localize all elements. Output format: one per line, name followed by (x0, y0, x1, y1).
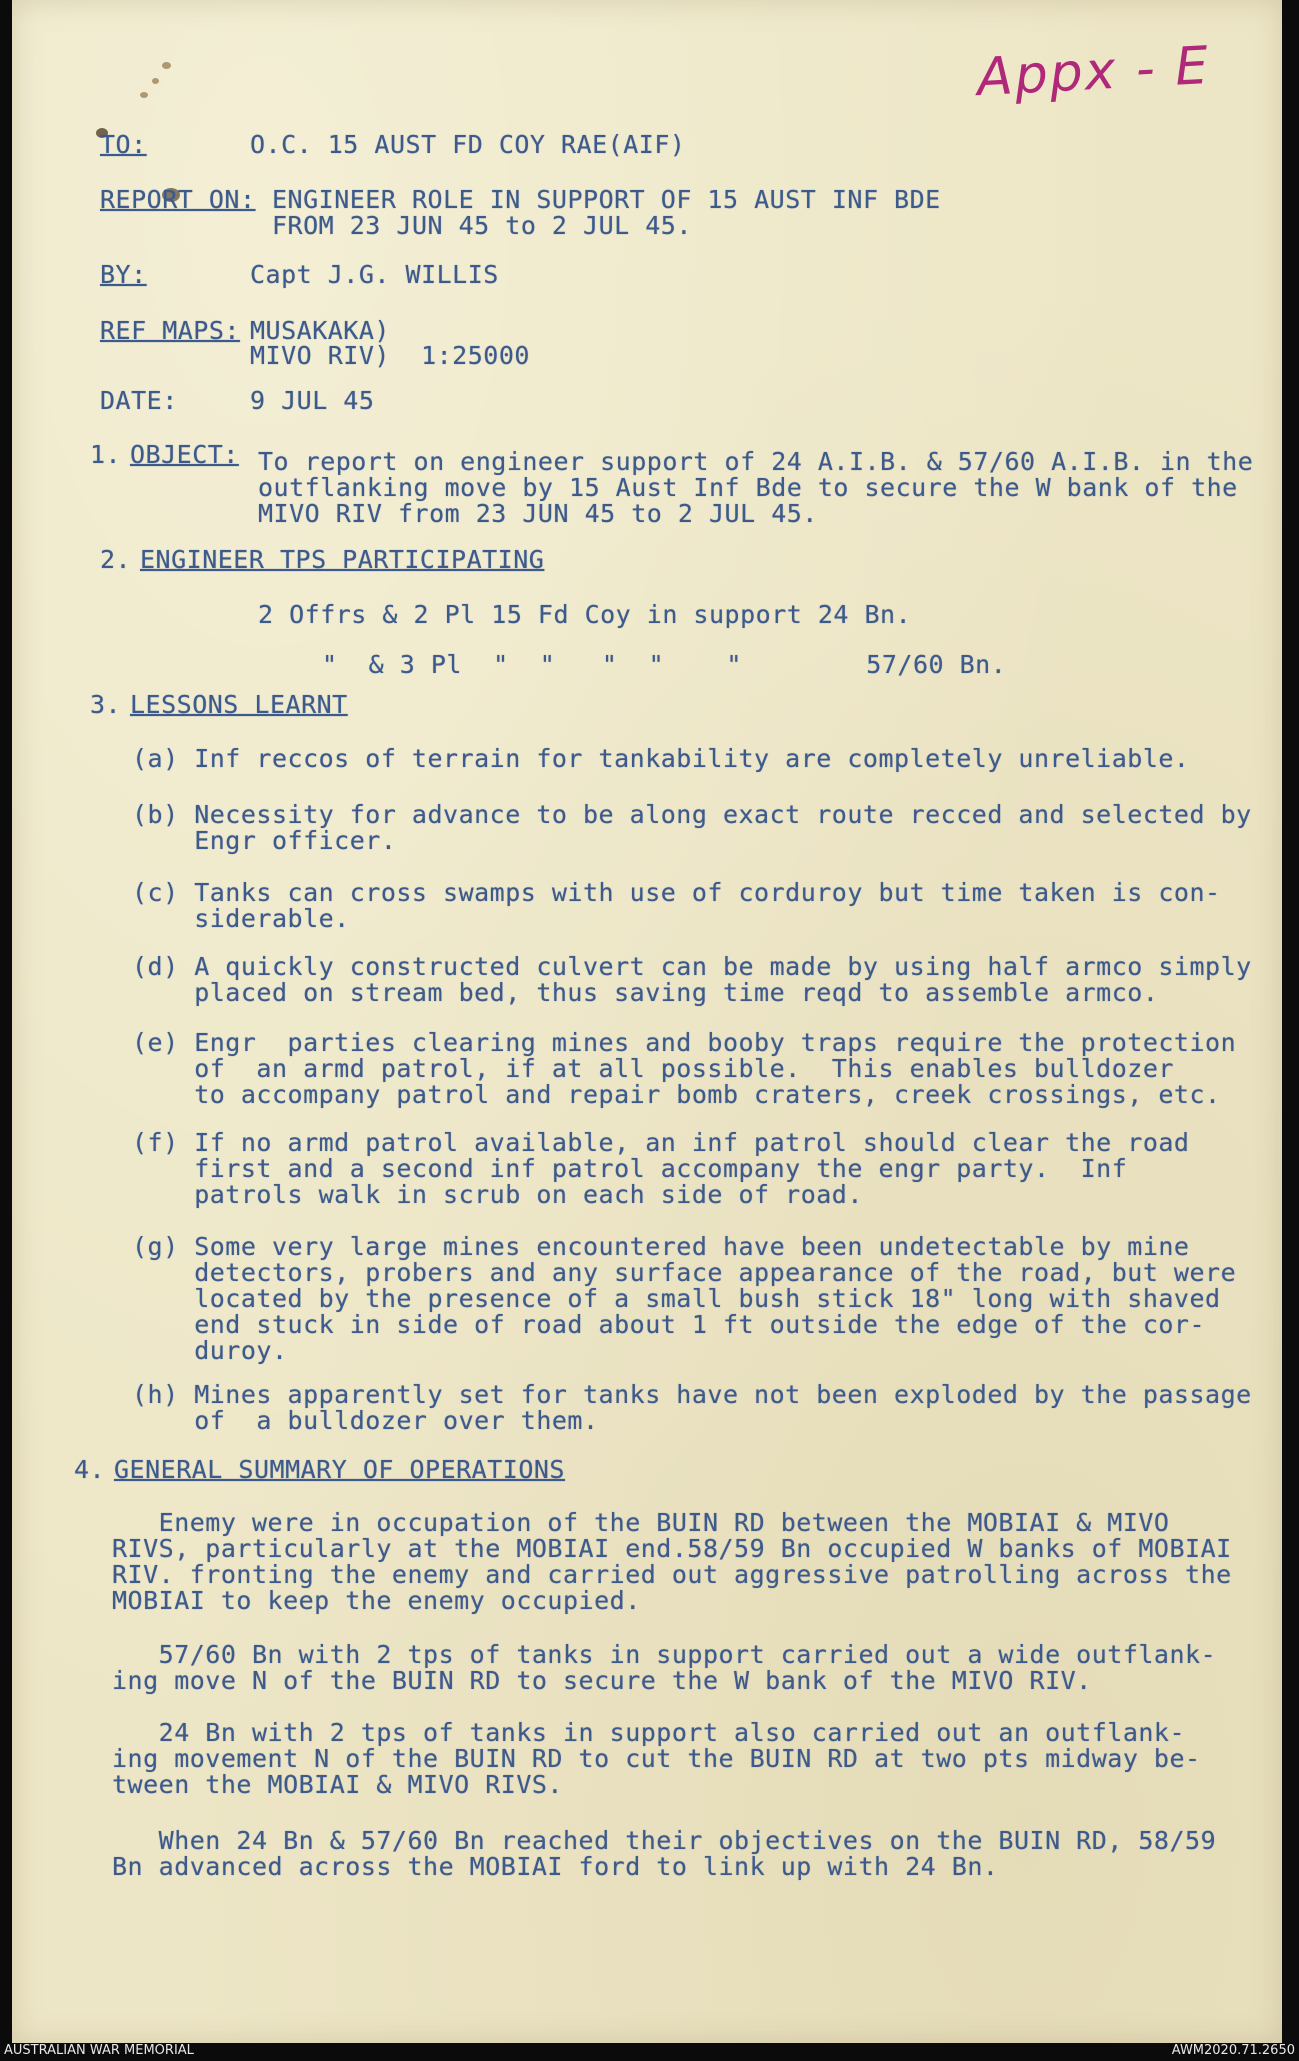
lesson-g-line-2: detectors, probers and any surface appearance of the road, but were (132, 1258, 1237, 1287)
footer-accession-right: AWM2020.71.2650 (1171, 2043, 1295, 2058)
by-label: BY: (100, 260, 147, 289)
date-value: 9 JUL 45 (250, 386, 375, 415)
appendix-annotation: Appx - E (975, 35, 1212, 109)
stain-mark (152, 78, 159, 84)
lesson-c-line-2: siderable. (132, 904, 350, 933)
stain-mark (140, 92, 148, 98)
lesson-e-line-3: to accompany patrol and repair bomb craters, creek crossings, etc. (132, 1080, 1221, 1109)
by-value: Capt J.G. WILLIS (250, 260, 499, 289)
lesson-f-line-3: patrols walk in scrub on each side of road. (132, 1180, 863, 1209)
report-on-label: REPORT ON: (100, 185, 256, 214)
lesson-b-line-2: Engr officer. (132, 826, 397, 855)
lesson-d-line-1: (d) A quickly constructed culvert can be made by using half armco simply (132, 952, 1252, 981)
lesson-f-line-2: first and a second inf patrol accompany the engr party. Inf (132, 1154, 1128, 1183)
section-1-title: OBJECT: (130, 440, 239, 469)
section-1-line-3: MIVO RIV from 23 JUN 45 to 2 JUL 45. (258, 499, 818, 528)
lesson-c-line-1: (c) Tanks can cross swamps with use of corduroy but time taken is con- (132, 878, 1221, 907)
lesson-f-line-1: (f) If no armd patrol available, an inf patrol should clear the road (132, 1128, 1190, 1157)
section-3-number: 3. (90, 690, 122, 719)
section-4-number: 4. (74, 1455, 106, 1484)
footer-source-left: AUSTRALIAN WAR MEMORIAL (4, 2043, 194, 2058)
summary-p3-line-2: ing movement N of the BUIN RD to cut the BUIN RD at two pts midway be- (112, 1744, 1201, 1773)
section-3-title: LESSONS LEARNT (130, 690, 348, 719)
to-label: TO: (100, 130, 147, 159)
lesson-h-line-2: of a bulldozer over them. (132, 1406, 599, 1435)
lesson-e-line-1: (e) Engr parties clearing mines and booby traps require the protection (132, 1028, 1237, 1057)
section-4-title: GENERAL SUMMARY OF OPERATIONS (114, 1455, 565, 1484)
summary-p1-line-1: Enemy were in occupation of the BUIN RD between the MOBIAI & MIVO (112, 1508, 1170, 1537)
lesson-h-line-1: (h) Mines apparently set for tanks have not been exploded by the passage (132, 1380, 1252, 1409)
section-2-title: ENGINEER TPS PARTICIPATING (140, 545, 545, 574)
stain-mark (162, 62, 171, 69)
section-2-line-2: " & 3 Pl " " " " " 57/60 Bn. (322, 650, 1007, 679)
summary-p1-line-4: MOBIAI to keep the enemy occupied. (112, 1586, 641, 1615)
section-2-number: 2. (100, 545, 132, 574)
lesson-e-line-2: of an armd patrol, if at all possible. This enables bulldozer (132, 1054, 1174, 1083)
summary-p1-line-3: RIV. fronting the enemy and carried out aggressive patrolling across the (112, 1560, 1232, 1589)
lesson-g-line-1: (g) Some very large mines encountered have been undetectable by mine (132, 1232, 1190, 1261)
summary-p4-line-2: Bn advanced across the MOBIAI ford to link up with 24 Bn. (112, 1852, 999, 1881)
section-1-line-2: outflanking move by 15 Aust Inf Bde to secure the W bank of the (258, 473, 1238, 502)
document-page (12, 0, 1282, 2043)
summary-p2-line-2: ing move N of the BUIN RD to secure the W bank of the MIVO RIV. (112, 1666, 1092, 1695)
summary-p2-line-1: 57/60 Bn with 2 tps of tanks in support carried out a wide outflank- (112, 1640, 1217, 1669)
to-value: O.C. 15 AUST FD COY RAE(AIF) (250, 130, 686, 159)
report-on-line-1: ENGINEER ROLE IN SUPPORT OF 15 AUST INF BDE (272, 185, 941, 214)
section-1-number: 1. (90, 440, 122, 469)
summary-p4-line-1: When 24 Bn & 57/60 Bn reached their objectives on the BUIN RD, 58/59 (112, 1826, 1217, 1855)
ref-maps-line-1: MUSAKAKA) (250, 316, 390, 345)
date-label: DATE: (100, 386, 178, 415)
lesson-g-line-5: duroy. (132, 1336, 288, 1365)
summary-p3-line-1: 24 Bn with 2 tps of tanks in support also carried out an outflank- (112, 1718, 1186, 1747)
lesson-b-line-1: (b) Necessity for advance to be along exact route recced and selected by (132, 800, 1252, 829)
summary-p3-line-3: tween the MOBIAI & MIVO RIVS. (112, 1770, 563, 1799)
ref-maps-line-2: MIVO RIV) 1:25000 (250, 341, 530, 370)
lesson-d-line-2: placed on stream bed, thus saving time reqd to assemble armco. (132, 978, 1159, 1007)
lesson-a-line-1: (a) Inf reccos of terrain for tankability are completely unreliable. (132, 744, 1190, 773)
lesson-g-line-4: end stuck in side of road about 1 ft outside the edge of the cor- (132, 1310, 1206, 1339)
lesson-g-line-3: located by the presence of a small bush stick 18" long with shaved (132, 1284, 1221, 1313)
summary-p1-line-2: RIVS, particularly at the MOBIAI end.58/59 Bn occupied W banks of MOBIAI (112, 1534, 1232, 1563)
ref-maps-label: REF MAPS: (100, 316, 240, 345)
report-on-line-2: FROM 23 JUN 45 to 2 JUL 45. (272, 211, 692, 240)
section-1-line-1: To report on engineer support of 24 A.I.B. & 57/60 A.I.B. in the (258, 447, 1254, 476)
section-2-line-1: 2 Offrs & 2 Pl 15 Fd Coy in support 24 Bn. (258, 600, 912, 629)
